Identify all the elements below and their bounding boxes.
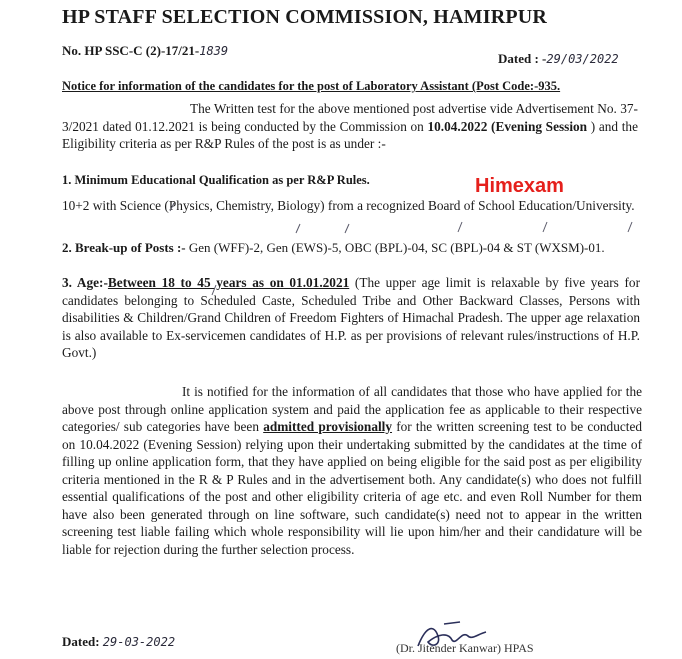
watermark-text: Himexam bbox=[475, 175, 564, 197]
issue-date-handwritten: 29/03/2022 bbox=[546, 52, 619, 66]
document-title: HP STAFF SELECTION COMMISSION, HAMIRPUR bbox=[62, 6, 548, 28]
intro-text-2: ) and the Eligibility criteria as per R&P Rules of the post is as under :- bbox=[62, 118, 638, 151]
section-3-age bbox=[62, 274, 640, 362]
intro-text-1: The Written test for the above mentioned post advertise vide Advertisement No. 37-3/2021 dated 01.12.2021 is being conducted by the Commission on bbox=[62, 101, 638, 134]
age-limit: Between 18 to 45 years as on 01.01.2021 bbox=[107, 275, 350, 290]
notice-subject: Notice for information of the candidates for the post of Laboratory Assistant (Post Code:-935. bbox=[62, 79, 561, 93]
section-2-text: Gen (WFF)-2, Gen (EWS)-5, OBC (BPL)-04, SC (BPL)-04 & ST (WXSM)-01. bbox=[185, 240, 605, 255]
section-3-text: (The upper age limit is relaxable by five years for candidates belonging to Scheduled Caste, Scheduled Tribe and Other Backward Classes, Persons with disabilities & Children/Grand Children of Freedom Fighters of Himachal Pradesh. The upper age relaxation is also available to Ex-servicemen candidates of H.P. as per provisions of relevant rules/instructions of H.P. Govt.) bbox=[62, 275, 640, 360]
section-3-heading: 3. Age:- bbox=[62, 275, 108, 290]
reference-handwritten-number: 1839 bbox=[199, 44, 229, 58]
signatory-name: (Dr. Jitender Kanwar) HPAS bbox=[396, 641, 534, 655]
section-1-text: 10+2 with Science (Physics, Chemistry, Biology) from a recognized Board of School Education/University. bbox=[62, 198, 635, 213]
issue-date-label: Dated : - bbox=[498, 51, 547, 66]
reference-prefix: No. HP SSC-C (2)-17/21- bbox=[62, 43, 200, 58]
body-text-1: It is notified for the information of all candidates that those who have applied for the above post through online application system and paid the application fee as applicable to their respective categories/ sub categories have been bbox=[62, 384, 642, 434]
issue-date bbox=[498, 51, 619, 67]
footer-date-label: Dated: bbox=[62, 634, 103, 649]
admitted-provisionally: admitted provisionally bbox=[263, 419, 393, 434]
reference-number bbox=[62, 43, 228, 59]
body-paragraph bbox=[62, 383, 642, 558]
exam-date: 10.04.2022 (Evening Session bbox=[427, 118, 588, 134]
section-2-posts bbox=[62, 240, 605, 256]
section-2-heading: 2. Break-up of Posts :- bbox=[62, 240, 186, 255]
body-text-2: for the written screening test to be conducted on 10.04.2022 (Evening Session) relying upon their undertaking submitted by the candidates at the time of filling up online application form, that they have applied on being eligible for the said post as per eligibility criteria mentioned in the R & P Rules and in the advertisement both. Any candidate(s) who does not fulfill essential qualifications of the post and other eligibility criteria of age etc. and even Roll Number for them have also been generated through on line software, such candidate(s) need not to appear in the written screening test liable failing which whole responsibility will lie upon him/her and their candidature will be liable for rejection during the further selection process. bbox=[62, 419, 643, 557]
intro-paragraph bbox=[62, 100, 638, 153]
section-1-heading: 1. Minimum Educational Qualification as per R&P Rules. bbox=[62, 173, 370, 187]
footer-date bbox=[62, 634, 175, 650]
footer-date-handwritten: 29-03-2022 bbox=[102, 635, 176, 649]
